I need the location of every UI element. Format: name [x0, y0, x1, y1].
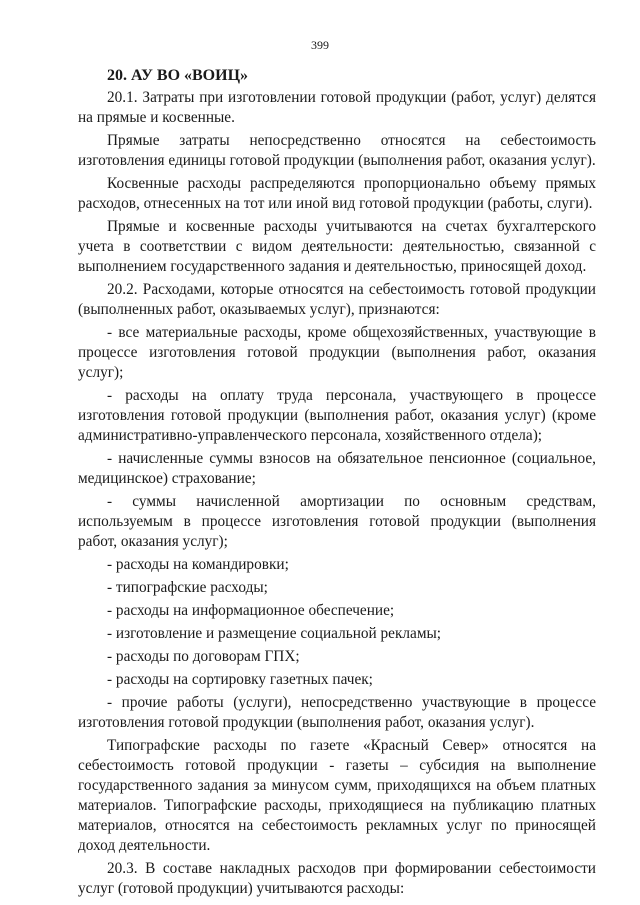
- paragraph-20-2: 20.2. Расходами, которые относятся на себестоимость готовой продукции (выполненных работ, оказываемых услуг), признаются:: [78, 281, 596, 318]
- list-item: - суммы начисленной амортизации по основным средствам, используемым в процессе изготовления готовой продукции (выполнения работ, оказания услуг);: [78, 493, 596, 550]
- list-item: - расходы на командировки;: [107, 556, 289, 573]
- list-item: - изготовление и размещение социальной рекламы;: [107, 625, 442, 642]
- list-item: - все материальные расходы, кроме общехозяйственных, участвующие в процессе изготовления готовой продукции (выполнения работ, оказания услуг);: [78, 324, 596, 381]
- list-item: - расходы на информационное обеспечение;: [107, 602, 395, 619]
- page-number: 399: [311, 38, 329, 52]
- paragraph-20-3: 20.3. В составе накладных расходов при формировании себестоимости услуг (готовой продукции) учитываются расходы:: [78, 860, 596, 897]
- document-body: [78, 66, 596, 899]
- paragraph-20-1: 20.1. Затраты при изготовлении готовой продукции (работ, услуг) делятся на прямые и косвенные.: [78, 89, 596, 126]
- list-item: - прочие работы (услуги), непосредственно участвующие в процессе изготовления готовой продукции (выполнения работ, оказания услуг).: [78, 694, 596, 731]
- paragraph-accounting: Прямые и косвенные расходы учитываются на счетах бухгалтерского учета в соответствии с видом деятельности: деятельностью, связанной с выполнением государственного задания и деятельностью, приносящей доход.: [78, 218, 596, 275]
- list-item: - расходы на оплату труда персонала, участвующего в процессе изготовления готовой продукции (выполнения работ, оказания услуг) (кроме административно-управленческого персонала, хозяйственного отдела);: [78, 387, 596, 444]
- section-title: 20. АУ ВО «ВОИЦ»: [107, 67, 249, 84]
- paragraph-direct-costs: Прямые затраты непосредственно относятся на себестоимость изготовления единицы готовой продукции (выполнения работ, оказания услуг).: [78, 132, 596, 169]
- list-item: - расходы по договорам ГПХ;: [107, 648, 300, 665]
- list-item: - типографские расходы;: [107, 579, 268, 596]
- list-item: - расходы на сортировку газетных пачек;: [107, 671, 373, 688]
- list-item: - начисленные суммы взносов на обязательное пенсионное (социальное, медицинское) страхование;: [78, 450, 596, 487]
- paragraph-printing-costs: Типографские расходы по газете «Красный Север» относятся на себестоимость готовой продукции - газеты – субсидия на выполнение государственного задания за минусом сумм, приходящихся на объем платных материалов. Типографские расходы, приходящиеся на публикацию платных материалов, относятся на себестоимость рекламных услуг по приносящей доход деятельности.: [78, 737, 596, 854]
- paragraph-indirect-costs: Косвенные расходы распределяются пропорционально объему прямых расходов, отнесенных на тот или иной вид готовой продукции (работы, слуги).: [78, 175, 596, 212]
